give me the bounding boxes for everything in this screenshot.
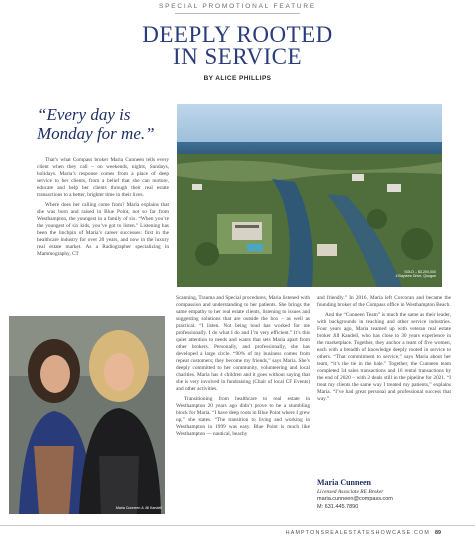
agent-phone: M: 631.445.7890 (317, 504, 359, 510)
article-column-3 (317, 295, 451, 406)
headline (0, 24, 475, 68)
agent-title: Licensed Associate RE Broker (317, 489, 384, 495)
portrait-caption: Maria Cunneen & Jill Kandell (115, 506, 162, 510)
kicker-divider (175, 13, 300, 14)
byline: BY ALICE PHILLIPS (203, 75, 272, 82)
pull-quote: “Every day is Monday for me.” (37, 105, 155, 143)
paragraph: Scanning, Trauma and Special procedures, Maria listened with compassion and understanding to her patients. She brings the same empathy to her real estate clients, listening to issues and suggesting solutions that are outside the box – as well as practical. “I listen. Not being loud has worked for me professionally. I do what I do and I’m very efficient.” It’s this quiet attention to needs and wants that sets Maria apart from other brokers. Personally, and professionally, she has developed a large circle. “90% of my business comes from repeat customers; they become my friends,” says Maria. She’s deeply committed to her community, volunteering and local charities. Maria has 4 children and it goes without saying that she is very involved in fundraising (Chair of local CF Events) and other activities. (176, 295, 310, 392)
sold-price: SOLD – $3,200,000 (404, 270, 436, 274)
paragraph: Transitioning from healthcare to real estate in Westhampton 20 years ago didn’t prove to be a stumbling block for Maria. “I have deep roots in Blue Point where I grew up,” she states. “The transition to living and working in Westhampton in 1999 was easy. Blue Point is much like Westhampton — nautical, beachy (176, 396, 310, 437)
page-number: 89 (435, 530, 441, 536)
headline-line2: IN SERVICE (172, 44, 303, 69)
agent-email-link[interactable]: maria.cunneen@compass.com (317, 496, 393, 502)
footer-site: HAMPTONSREALESTATESHOWCASE.COM (285, 530, 430, 536)
agent-name: Maria Cunneen (317, 478, 371, 487)
paragraph: And the “Cunneen Team” is much the same as their leader, with backgrounds in teaching and other service industries. Four years ago, Maria teamed up with veteran real estate broker Jill Kandell, who has close to 30 years experience in the marketplace. Together, they anchor a team of five women, each with a breadth of knowledge deeply rooted in service to others. “That commitment to service,” says Maria about her team, “it’s the tie in the bale.” Together, the Cunneen team completed 34 sales transactions and 16 rental transactions by the end of 2020 – with 2 deals still in the pipeline for 2021. “I treat my clients the same way I treated my patients,” explains Maria. “I’ve had great personal and professional success that way.” (317, 312, 451, 402)
headline-line1: DEEPLY ROOTED (142, 22, 333, 47)
sold-caption (370, 270, 436, 279)
kicker: SPECIAL PROMOTIONAL FEATURE (158, 3, 317, 10)
footer-divider (0, 525, 475, 526)
paragraph: Where does her calling come from? Maria explains that she was born and raised in Blue Point, not so far from Westhampton, the youngest in a family of six. “When you’re the youngest of six kids, you’ve got to listen.” Listening has been the linchpin of Maria’s career successes: first in the healthcare industry for over 20 years, and now in the luxury real estate market. As a Radiographer specializing in Mammography, CT (37, 202, 169, 257)
sold-address: 4 Bayview Drive, Quogue (395, 274, 436, 279)
article-column-2 (176, 295, 310, 441)
paragraph: That’s what Compass broker Maria Cunneen tells every client when they call – on weekends, nights, Sundays, holidays. Maria’s response comes from a place of deep service to her clients, from a belief that she can nurture, educate and help her clients through their real estate transactions to a better, brighter time in their lives. (37, 157, 169, 198)
article-column-1 (37, 157, 169, 261)
agents-portrait-photo (9, 316, 165, 514)
paragraph: and friendly.” In 2016, Maria left Corcoran and became the founding broker of the Compass office in Westhampton Beach. (317, 295, 451, 308)
aerial-estate-photo (177, 104, 442, 287)
